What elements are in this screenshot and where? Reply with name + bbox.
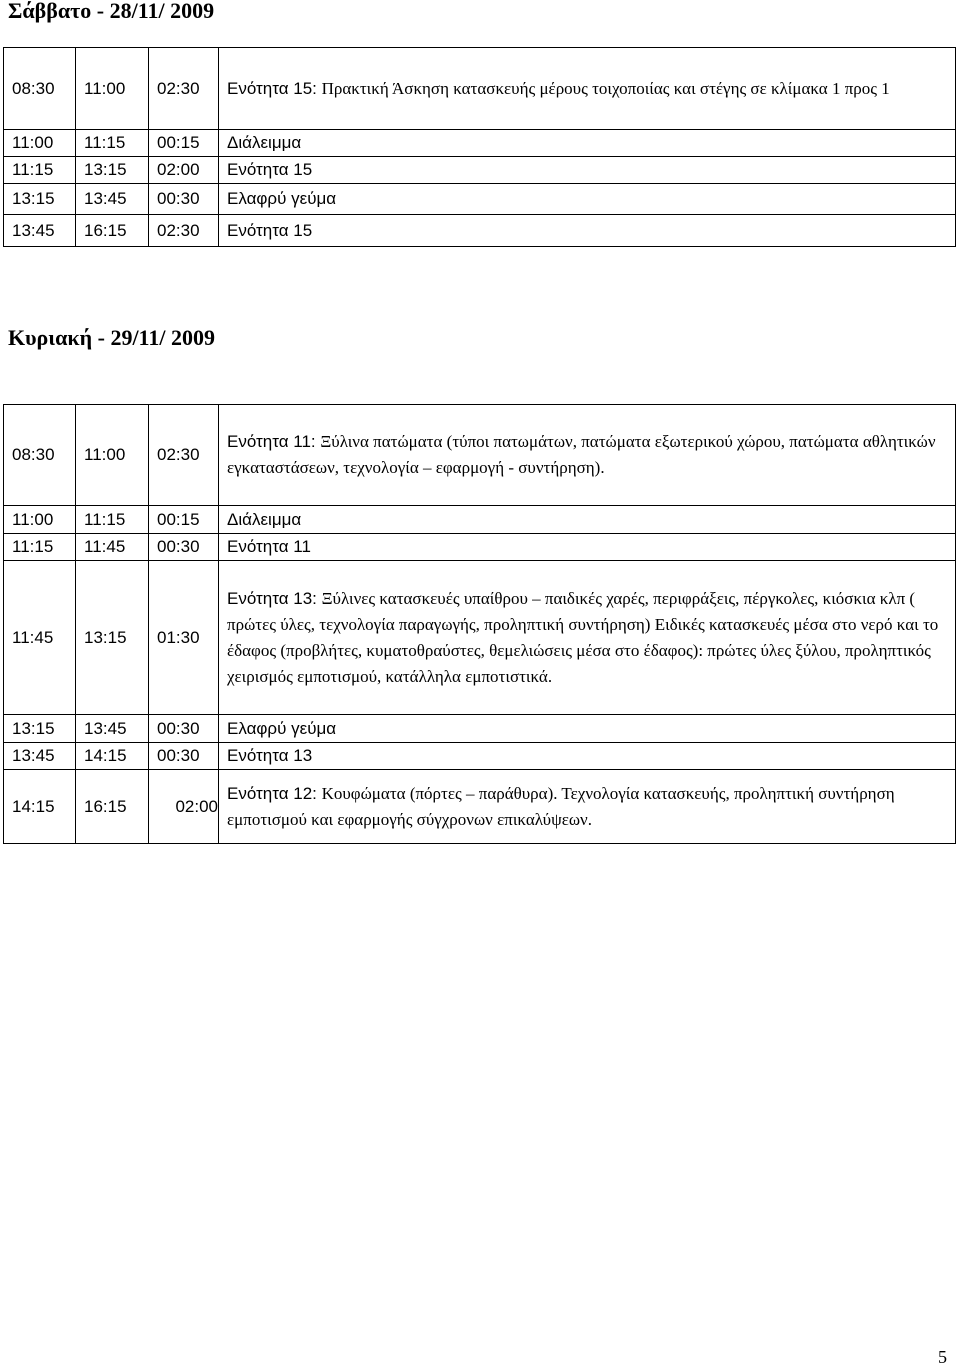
table-row — [4, 770, 956, 844]
table-row — [4, 743, 956, 770]
start-time: 11:00 — [4, 130, 76, 157]
start-time: 08:30 — [4, 48, 76, 130]
start-time: 11:15 — [4, 157, 76, 184]
end-time: 14:15 — [76, 743, 149, 770]
end-time: 13:15 — [76, 157, 149, 184]
duration: 00:30 — [149, 184, 219, 215]
table-row — [4, 130, 956, 157]
start-time: 11:15 — [4, 534, 76, 561]
duration: 00:30 — [149, 534, 219, 561]
session-lead: Ενότητα 13: — [227, 588, 322, 608]
table-row — [4, 561, 956, 715]
duration: 00:30 — [149, 743, 219, 770]
session-lead: Ενότητα 11 — [227, 537, 311, 556]
session-lead: Διάλειμμα — [227, 133, 302, 152]
session-description — [219, 184, 956, 215]
duration: 02:30 — [149, 48, 219, 130]
session-text: Κουφώματα (πόρτες – παράθυρα). Τεχνολογία κατασκευής, προληπτική συντήρηση εμποτισμού και εφαρμογής σύγχρονων επικαλύψεων. — [227, 783, 895, 829]
session-text: Ξύλινα πατώματα (τύποι πατωμάτων, πατώματα εξωτερικού χώρου, πατώματα αθλητικών εγκαταστάσεων, τεχνολογία – εφαρμογή - συντήρηση). — [227, 432, 936, 477]
start-time: 08:30 — [4, 405, 76, 506]
session-lead: Ενότητα 15 — [227, 160, 313, 179]
day-title-saturday: Σάββατο - 28/11/ 2009 — [8, 0, 215, 23]
duration: 02:00 — [149, 770, 219, 844]
session-text: Πρακτική Άσκηση κατασκευής μέρους τοιχοποιίας και στέγης σε κλίμακα 1 προς 1 — [321, 78, 890, 98]
start-time: 11:00 — [4, 506, 76, 534]
start-time: 13:15 — [4, 715, 76, 743]
session-description — [219, 743, 956, 770]
session-lead: Ελαφρύ γεύμα — [227, 718, 337, 738]
table-row — [4, 506, 956, 534]
duration: 02:30 — [149, 405, 219, 506]
duration: 00:15 — [149, 506, 219, 534]
session-description — [219, 534, 956, 561]
end-time: 16:15 — [76, 215, 149, 247]
session-lead: Ελαφρύ γεύμα — [227, 189, 337, 208]
session-description — [219, 215, 956, 247]
session-lead: Ενότητα 12: — [227, 783, 322, 803]
session-description — [219, 770, 956, 844]
end-time: 11:00 — [76, 48, 149, 130]
end-time: 11:45 — [76, 534, 149, 561]
session-description — [219, 561, 956, 715]
session-lead: Ενότητα 15: — [227, 78, 322, 98]
duration: 00:30 — [149, 715, 219, 743]
table-row — [4, 215, 956, 247]
table-row — [4, 48, 956, 130]
start-time: 13:45 — [4, 743, 76, 770]
page-number: 5 — [938, 1347, 947, 1367]
session-description — [219, 157, 956, 184]
end-time: 11:15 — [76, 130, 149, 157]
session-description — [219, 506, 956, 534]
start-time: 14:15 — [4, 770, 76, 844]
table-row — [4, 534, 956, 561]
table-row — [4, 184, 956, 215]
end-time: 13:45 — [76, 184, 149, 215]
end-time: 16:15 — [76, 770, 149, 844]
duration: 02:00 — [149, 157, 219, 184]
session-text: Ξύλινες κατασκευές υπαίθρου – παιδικές χαρές, περιφράξεις, πέργκολες, κιόσκια κλπ ( πρώτες ύλες, τεχνολογία παραγωγής, προληπτική συντήρηση) Ειδικές κατασκευές μέσα στο νερό και το έδαφος (προβλήτες, κυματοθραύστες, θεμελιώσεις μέσα στο έδαφος): πρώτες ύλες ξύλου, προληπτικός χειρισμός εμποτισμού, κατάλληλα εμποτιστικά. — [227, 588, 939, 686]
schedule-table-sunday — [3, 404, 956, 844]
session-lead: Ενότητα 13 — [227, 746, 313, 765]
session-lead: Διάλειμμα — [227, 509, 302, 529]
start-time: 13:15 — [4, 184, 76, 215]
duration: 01:30 — [149, 561, 219, 715]
table-row — [4, 405, 956, 506]
session-description — [219, 48, 956, 130]
session-lead: Ενότητα 15 — [227, 220, 313, 240]
duration: 00:15 — [149, 130, 219, 157]
day-title-sunday: Κυριακή - 29/11/ 2009 — [8, 325, 215, 350]
end-time: 13:45 — [76, 715, 149, 743]
session-description — [219, 715, 956, 743]
session-lead: Ενότητα 11: — [227, 432, 321, 451]
table-row — [4, 715, 956, 743]
end-time: 11:15 — [76, 506, 149, 534]
start-time: 11:45 — [4, 561, 76, 715]
session-description — [219, 130, 956, 157]
duration: 02:30 — [149, 215, 219, 247]
start-time: 13:45 — [4, 215, 76, 247]
session-description — [219, 405, 956, 506]
end-time: 11:00 — [76, 405, 149, 506]
table-row — [4, 157, 956, 184]
schedule-table-saturday — [3, 47, 956, 247]
end-time: 13:15 — [76, 561, 149, 715]
